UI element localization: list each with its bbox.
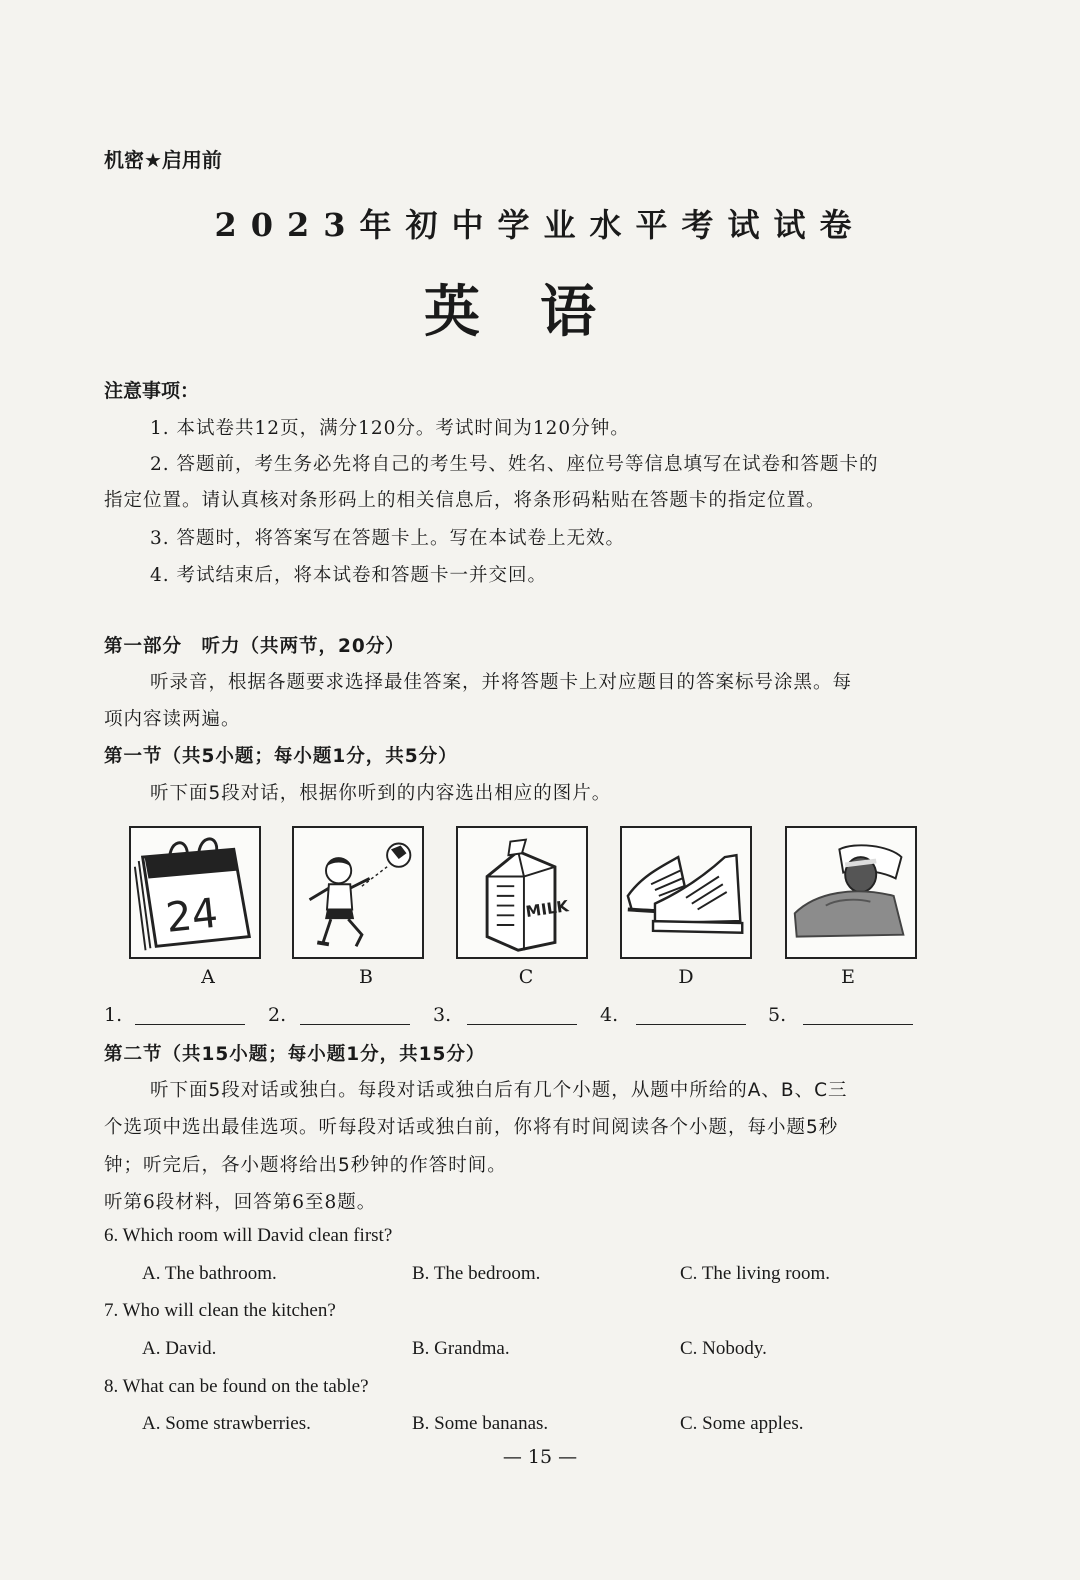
- question-8-option-b: B. Some bananas.: [412, 1413, 549, 1434]
- question-8-option-c: C. Some apples.: [680, 1413, 804, 1434]
- question-6-option-c: C. The living room.: [680, 1263, 831, 1284]
- part1-instruction-cont: 项内容读两遍。: [104, 709, 241, 730]
- question-8: 8. What can be found on the table?: [104, 1376, 369, 1397]
- question-7: 7. Who will clean the kitchen?: [104, 1300, 336, 1321]
- blank-number-3: 3.: [433, 1004, 452, 1026]
- question-7-option-a: A. David.: [142, 1338, 217, 1359]
- picture-b: [292, 826, 424, 959]
- picture-label-d: D: [678, 966, 694, 988]
- note-item-2-cont: 指定位置。请认真核对条形码上的相关信息后，将条形码粘贴在答题卡的指定位置。: [104, 490, 826, 511]
- question-6: 6. Which room will David clean first?: [104, 1225, 393, 1246]
- sick-in-bed-icon: [787, 828, 915, 957]
- question-8-option-a: A. Some strawberries.: [142, 1413, 311, 1434]
- section2-instruction-cont2: 钟；听完后，各小题将给出5秒钟的作答时间。: [104, 1155, 507, 1176]
- exam-title: 2023年初中学业水平考试试卷: [214, 206, 866, 244]
- answer-blank-3[interactable]: [467, 1024, 577, 1025]
- answer-blank-4[interactable]: [636, 1024, 746, 1025]
- milk-carton-icon: [458, 828, 586, 957]
- question-6-option-b: B. The bedroom.: [412, 1263, 541, 1284]
- confidential-label: 机密★启用前: [104, 148, 222, 172]
- section2-heading: 第二节（共15小题；每小题1分，共15分）: [104, 1044, 486, 1065]
- picture-label-a: A: [201, 966, 215, 988]
- section1-heading: 第一节（共5小题；每小题1分，共5分）: [104, 746, 458, 767]
- note-item-2: 2. 答题前，考生务必先将自己的考生号、姓名、座位号等信息填写在试卷和答题卡的: [150, 454, 879, 475]
- picture-c: [456, 826, 588, 959]
- note-item-3: 3. 答题时，将答案写在答题卡上。写在本试卷上无效。: [150, 528, 626, 549]
- calendar-date: 24: [163, 888, 221, 942]
- part1-heading: 第一部分 听力（共两节，20分）: [104, 636, 405, 657]
- section1-instruction: 听下面5段对话，根据你听到的内容选出相应的图片。: [150, 783, 612, 804]
- blank-number-5: 5.: [768, 1004, 787, 1026]
- subject-title: 英语: [424, 279, 656, 345]
- page-number: — 15 —: [502, 1446, 578, 1468]
- section2-instruction-cont1: 个选项中选出最佳选项。听每段对话或独白前，你将有时间阅读各个小题，每小题5秒: [104, 1117, 839, 1138]
- note-item-1: 1. 本试卷共12页，满分120分。考试时间为120分钟。: [150, 418, 630, 439]
- question-6-option-a: A. The bathroom.: [142, 1263, 277, 1284]
- question-7-option-c: C. Nobody.: [680, 1338, 767, 1359]
- picture-label-b: B: [359, 966, 373, 988]
- notes-heading: 注意事项：: [104, 380, 200, 402]
- material-6-intro: 听第6段材料，回答第6至8题。: [104, 1192, 377, 1213]
- blank-number-2: 2.: [268, 1004, 287, 1026]
- answer-blank-1[interactable]: [135, 1024, 245, 1025]
- boy-kicking-ball-icon: [294, 828, 422, 957]
- picture-label-c: C: [518, 966, 534, 988]
- blank-number-4: 4.: [600, 1004, 619, 1026]
- note-item-4: 4. 考试结束后，将本试卷和答题卡一并交回。: [150, 565, 548, 586]
- picture-label-e: E: [841, 966, 855, 988]
- sneakers-icon: [622, 828, 750, 957]
- answer-blank-2[interactable]: [300, 1024, 410, 1025]
- section2-instruction: 听下面5段对话或独白。每段对话或独白后有几个小题，从题中所给的A、B、C三: [150, 1080, 848, 1101]
- picture-a: [129, 826, 261, 959]
- picture-d: [620, 826, 752, 959]
- milk-label: MILK: [524, 897, 570, 922]
- blank-number-1: 1.: [104, 1004, 123, 1026]
- question-7-option-b: B. Grandma.: [412, 1338, 510, 1359]
- part1-instruction: 听录音，根据各题要求选择最佳答案，并将答题卡上对应题目的答案标号涂黑。每: [150, 672, 853, 693]
- picture-e: [785, 826, 917, 959]
- answer-blank-5[interactable]: [803, 1024, 913, 1025]
- calendar-icon: [131, 828, 259, 957]
